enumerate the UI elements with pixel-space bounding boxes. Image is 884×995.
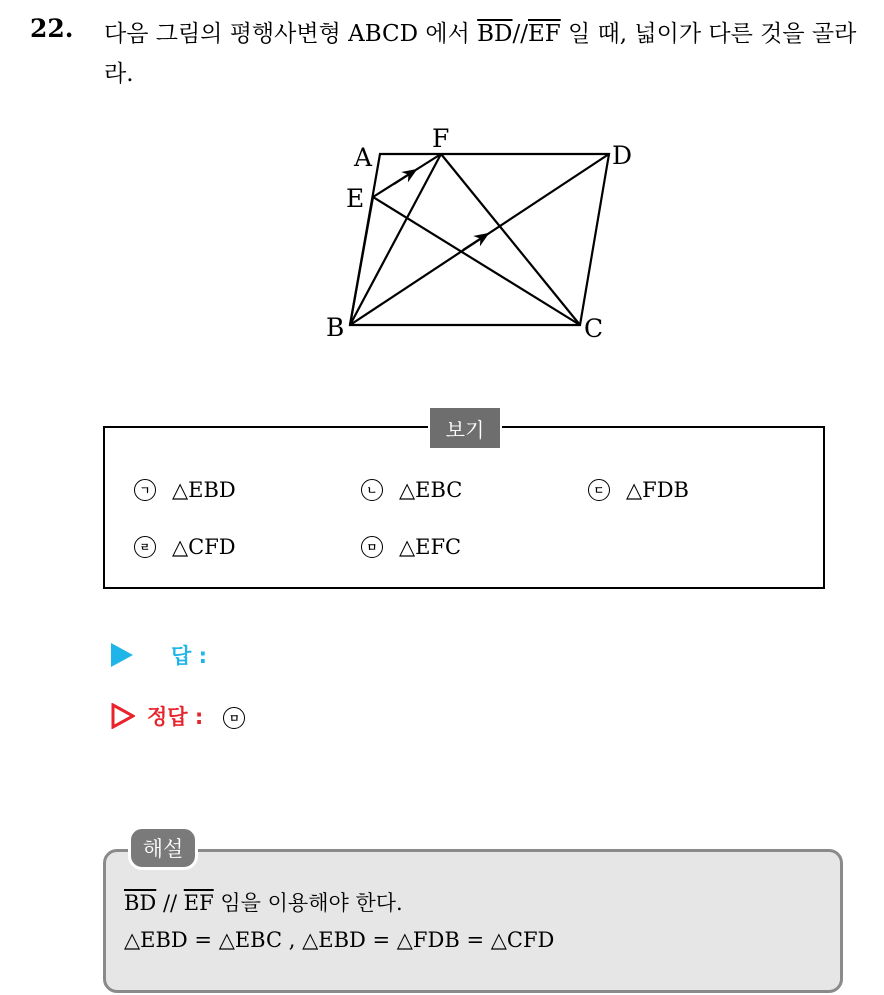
solution-text: 임을 이용해야 한다. xyxy=(213,891,403,915)
option-1[interactable] xyxy=(134,478,236,502)
circled-marker-icon: ㄱ xyxy=(134,479,156,501)
segment-ef: $\overline{EF}$ xyxy=(183,891,214,915)
answer-label: 답 : xyxy=(171,644,207,668)
option-2[interactable] xyxy=(361,478,462,502)
option-text: △EBD xyxy=(172,478,236,502)
solution-box xyxy=(103,849,843,993)
option-text: △FDB xyxy=(626,478,689,502)
circled-marker-icon: ㄷ xyxy=(588,479,610,501)
circled-marker-icon: ㄹ xyxy=(134,536,156,558)
solution-line-2: △EBD = △EBC , △EBD = △FDB = △CFD xyxy=(124,928,555,952)
option-text: △CFD xyxy=(172,535,236,559)
parallel-sign: // xyxy=(156,891,184,915)
label-c: C xyxy=(584,314,604,343)
segment-be-line xyxy=(350,197,373,325)
circled-marker-icon: ㅁ xyxy=(361,536,383,558)
outline-triangle-icon xyxy=(111,703,135,729)
segment-bd: $\overline{BD}$ xyxy=(124,891,157,915)
correct-answer-row xyxy=(111,701,245,731)
label-d: D xyxy=(612,141,633,170)
question-number: 22. xyxy=(30,14,74,43)
label-f: F xyxy=(432,124,450,153)
solution-line-1 xyxy=(124,887,403,917)
options-title: 보기 xyxy=(428,406,502,450)
segment-bd: $\overline{BD}$ xyxy=(477,21,513,47)
segment-bf-line xyxy=(350,154,441,325)
arrow-on-ef xyxy=(394,173,411,184)
arrow-on-bd xyxy=(463,237,483,250)
solution-title: 해설 xyxy=(128,826,198,870)
circled-marker-icon: ㅁ xyxy=(223,707,245,729)
correct-answer-label: 정답 : xyxy=(147,705,204,729)
filled-triangle-icon xyxy=(111,643,133,667)
circled-marker-icon: ㄴ xyxy=(361,479,383,501)
label-b: B xyxy=(326,313,345,342)
option-text: △EFC xyxy=(399,535,462,559)
option-text: △EBC xyxy=(399,478,463,502)
answer-row xyxy=(111,640,207,670)
label-a: A xyxy=(354,143,373,172)
label-e: E xyxy=(346,184,365,213)
segment-fc-line xyxy=(441,154,580,325)
option-4[interactable] xyxy=(134,535,236,559)
question-text-after: 일 때, 넓이가 다른 것을 골라라. xyxy=(104,21,857,87)
option-3[interactable] xyxy=(588,478,689,502)
options-box xyxy=(103,426,825,589)
segment-ef: $\overline{EF}$ xyxy=(528,21,561,47)
option-5[interactable] xyxy=(361,535,461,559)
parallel-sign: // xyxy=(512,21,528,47)
question-text-before: 다음 그림의 평행사변형 ABCD 에서 xyxy=(104,21,478,47)
segment-ec-line xyxy=(373,197,580,325)
